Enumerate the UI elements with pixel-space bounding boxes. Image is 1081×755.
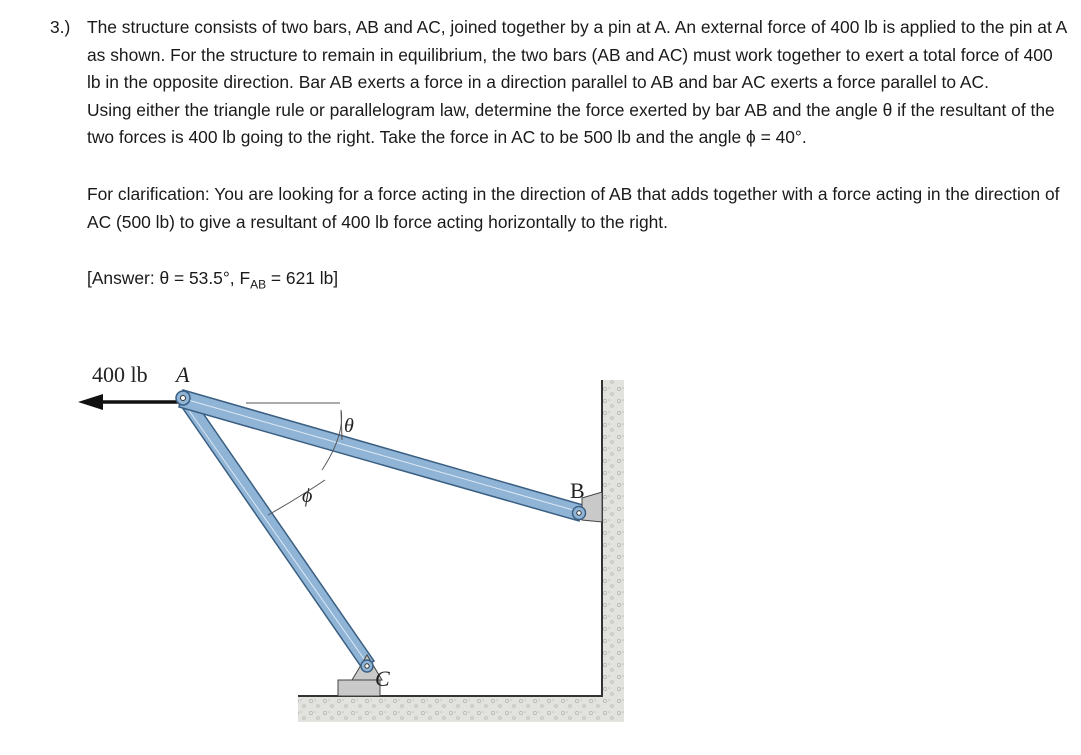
structure-figure (70, 350, 670, 750)
answer-suffix: = 621 lb] (266, 268, 339, 289)
label-b: B (570, 478, 585, 503)
problem-paragraph-2: Using either the triangle rule or parallelogram law, determine the force exerted by bar AB and the angle θ if the resultant of the two forces is 400 lb going to the right. Take the force in AC to be 500 lb and the angle ϕ = 40°. (87, 99, 1055, 148)
pin-c-center (365, 664, 369, 668)
pin-b-center (577, 511, 581, 515)
support-b (582, 492, 602, 522)
clarification-paragraph: For clarification: You are looking for a force acting in the direction of AB that adds together with a force acting in the direction of AC (500 lb) to give a resultant of 400 lb force acting horizontally to the right. (87, 183, 1060, 232)
force-label: 400 lb (92, 362, 148, 387)
pin-a-center (181, 396, 186, 401)
phi-arc (268, 480, 325, 515)
label-a: A (176, 362, 190, 387)
wall (602, 380, 624, 700)
problem-statement (50, 14, 1070, 299)
label-phi: ϕ (302, 485, 313, 507)
ground (298, 696, 624, 722)
answer-subscript: AB (250, 277, 267, 292)
label-theta: θ (344, 415, 354, 437)
bar-ab-highlight (181, 398, 580, 512)
problem-paragraph-1: The structure consists of two bars, AB and AC, joined together by a pin at A. An external force of 400 lb is applied to the pin at A as shown. For the structure to remain in equilibrium, the two bars (AB and AC) must work together to exert a total force of 400 lb in the opposite direction. Bar AB exerts a force in a direction parallel to AB and bar AC exerts a force parallel to AC. (87, 17, 1067, 93)
answer-line (87, 265, 1070, 299)
answer-prefix: [Answer: θ = 53.5°, F (87, 268, 251, 289)
support-c-base (338, 680, 380, 696)
force-arrowhead (78, 394, 103, 410)
question-number: 3.) (50, 17, 71, 37)
label-c: C (375, 666, 390, 691)
structure-diagram (70, 350, 670, 750)
